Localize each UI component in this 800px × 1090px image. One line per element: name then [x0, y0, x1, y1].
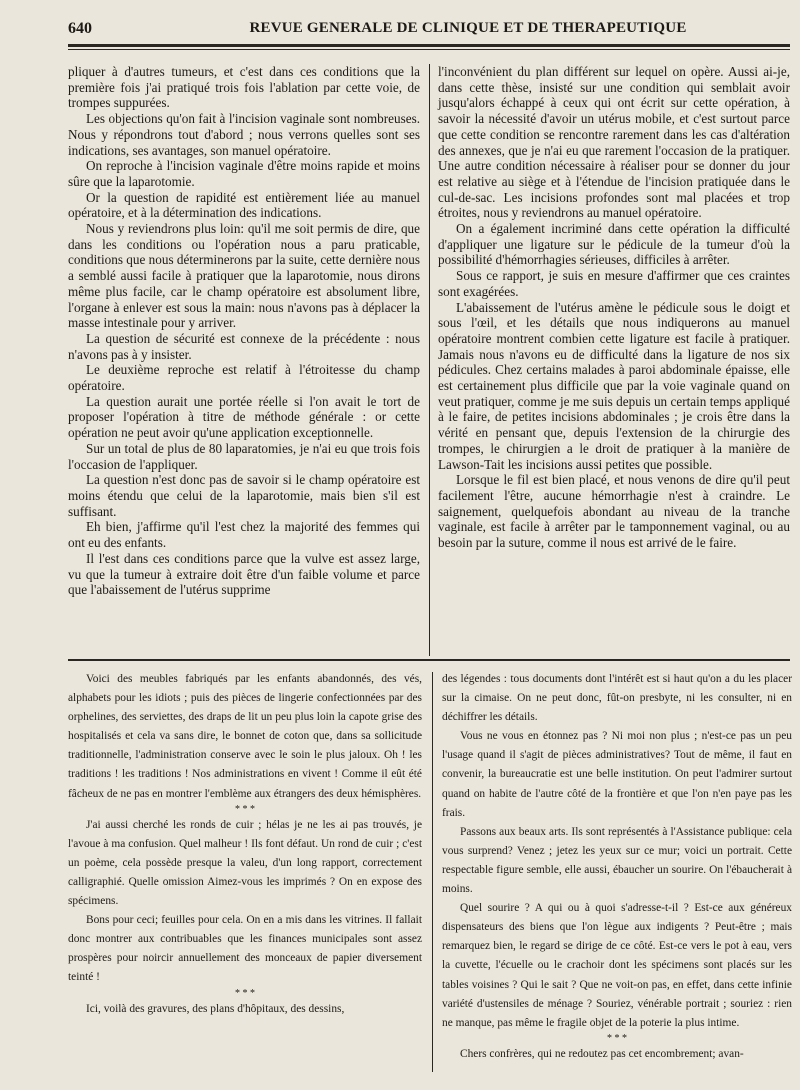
column-divider — [429, 64, 430, 656]
paragraph: Sur un total de plus de 80 laparatomies, je n'ai eu que trois fois l'occasion de l'appliquer. — [68, 440, 420, 472]
paragraph: Vous ne vous en étonnez pas ? Ni moi non plus ; n'est-ce pas un peu l'usage quand il s'agit de pièces administratives? Tout de même, il faut en convenir, la bureaucratie est une belle institution. On peut l'admirer surtout quand on habite de l'autre côté de la frontière et que l'on n'en paye pas les frais. — [442, 730, 792, 819]
column-divider — [432, 672, 433, 1072]
paragraph: Quel sourire ? A qui ou à quoi s'adresse-t-il ? Est-ce aux généreux dispensateurs des biens que l'on lègue aux indigents ? Peut-être ; mais remarquez bien, le regard se dirige de ce côté. Est-ce vers le pot à eau, vers la cuvette, l'écuelle ou le crachoir dont les spécimens sont placés sur les tables voisines ? Qui le sait ? Que ne voit-on pas, en effet, dans cette infinie variété d'ustensiles de ménage ? Souriez, vénérable portrait ; souriez : rien ne manque, pas même le fragile objet de la poterie la plus intime. — [442, 902, 792, 1029]
paragraph: Ici, voilà des gravures, des plans d'hôpitaux, des dessins, — [86, 1002, 345, 1015]
paragraph: Bons pour ceci; feuilles pour cela. On en a mis dans les vitrines. Il fallait donc montrer aux contribuables que les finances municipales sont assez prospères pour noircir annuellement des monceaux de papier diversement teinté ! — [68, 914, 422, 984]
paragraph: La question de sécurité est connexe de la précédente : nous n'avons pas à y insister. — [68, 330, 420, 362]
paragraph: Lorsque le fil est bien placé, et nous venons de dire qu'il peut facilement l'être, aucune hémorrhagie n'est à craindre. Le saignement, quelquefois abondant au niveau de la tranche vaginale, est facile à arrêter par le tamponnement vaginal, ou au besoin par la suture, comme il nous est arrivé de le faire. — [438, 472, 790, 551]
paragraph: J'ai aussi cherché les ronds de cuir ; hélas je ne les ai pas trouvés, je l'avoue à ma confusion. Quel malheur ! Ils font défaut. Un rond de cuir ; c'est un poème, cela possède presque la valeu, d'un long rapport, correctement calligraphié. Quelle omission Aimez-vous les imprimés ? On en expose des spécimens. — [68, 818, 422, 908]
paragraph: La question aurait une portée réelle si l'on avait le tort de proposer l'opération à titre de méthode générale : or cette opération ne peut avoir qu'une application exceptionnelle. — [68, 393, 420, 441]
paragraph: On a également incriminé dans cette opération la difficulté d'appliquer une ligature sur le pédicule de la tumeur d'où la possibilité d'hémorrhagies sérieuses, difficiles à arrêter. — [438, 221, 790, 268]
paragraph: L'abaissement de l'utérus amène le pédicule sous le doigt et sous l'œil, et les détails que nous indiquerons au manuel opératoire montrent combien cette ligature est facile à pratiquer. Jamais nous n'avons eu de difficulté dans la ligature de nos six pédicules. Chez certains malades à paroi abdominale épaisse, elle est certainement plus difficile que par la voie vaginale quand on veut pratiquer, comme je me suis depuis un certain temps appliqué à le faire, de petites incisions abdominales ; je crois être dans la vérité en pensant que, depuis l'extension de la chirurgie des trompes, le chirurgien a le droit de pratiquer à la manière de Lawson-Tait les incisions aussi petites que possible. — [438, 299, 790, 472]
header-rule — [68, 44, 790, 47]
paragraph: pliquer à d'autres tumeurs, et c'est dans ces conditions que la première fois j'ai pratiqué trois fois l'ablation par cette voie, de trompes suppurées. — [68, 64, 420, 111]
header-rule-thin — [68, 49, 790, 50]
paragraph: des légendes : tous documents dont l'intérêt est si haut qu'on a du les placer sur la cimaise. On ne peut donc, fût-on presbyte, ni les consulter, ni en déchiffrer les détails. — [442, 673, 792, 724]
paragraph: Il l'est dans ces conditions parce que la vulve est assez large, vu que la tumeur à extraire doit être d'un faible volume et parce que l'abaissement de l'utérus supprime — [68, 550, 420, 598]
paragraph: Passons aux beaux arts. Ils sont représentés à l'Assistance publique: cela vous surprend? Venez ; jetez les yeux sur ce mur; voici un portrait. Cette respectable figure semble, elle aussi, ébaucher un sourire. On l'ébaucherait à moins. — [442, 825, 792, 896]
section-stars: * * * — [235, 987, 255, 999]
section-stars: * * * — [607, 1032, 627, 1044]
paragraph: Nous y reviendrons plus loin: qu'il me soit permis de dire, que dans les conditions ou l'opération nous a paru praticable, conditions que nous déterminerons par la suite, cette dernière nous a semblé aussi facile à pratiquer que la laparotomie, nous dirons même plus facile, car le champ opératoire est absolument libre, l'organe à enlever est sous la main: nous n'avons pas à déplacer la masse intestinale pour y arriver. — [68, 221, 420, 331]
page-header — [68, 18, 790, 46]
running-title: REVUE GENERALE DE CLINIQUE ET DE THERAPEUTIQUE — [249, 20, 687, 36]
page-number: 640 — [68, 20, 92, 37]
feuilleton-column-right — [442, 670, 792, 1064]
section-divider — [68, 659, 790, 661]
paragraph: l'inconvénient du plan différent sur lequel on opère. Aussi ai-je, dans cette thèse, insisté sur une condition qui semblait avoir jusqu'alors échappé à ceux qui ont écrit sur cette opération, à savoir la nécessité d'avoir un utérus mobile, et c'est surtout parce que cette condition se rencontre rarement dans les cas d'altération des annexes, que je n'ai eu que rarement l'occasion de la pratiquer. Une autre condition nécessaire à réaliser pour se donner du jour est relative au siège et à l'étendue de l'incision pratiquée dans le cul-de-sac. Les incisions profondes sont mal placées et trop étroites, nous y reviendrons au manuel opératoire. — [438, 64, 790, 221]
article-column-right — [438, 64, 790, 551]
feuilleton-column-left — [68, 670, 422, 1019]
paragraph: On reproche à l'incision vaginale d'être moins rapide et moins sûre que la laparotomie. — [68, 158, 420, 189]
section-stars: * * * — [235, 803, 255, 815]
paragraph: Voici des meubles fabriqués par les enfants abandonnés, des vés, alphabets pour les idiots ; puis des pièces de lingerie confectionnées par des orphelines, des serviettes, des draps de lit un peu plus loin la capote grise des hospitalisés et cela va sans dire, le bonnet de coton que, dans sa sollicitude traditionnelle, l'administration conserve avec le soin le plus jaloux. Oh ! les traditions ! les traditions ! Nos administrations en vivent ! Comme il eût été fâcheux de ne pas en montrer l'emblème aux étrangers des deux hémisphères. — [68, 673, 422, 800]
paragraph: Or la question de rapidité est entièrement liée au manuel opératoire, et à la détermination des indications. — [68, 189, 420, 221]
paragraph: La question n'est donc pas de savoir si le champ opératoire est moins étendu que celui de la laparotomie, mais bien s'il est suffisant. — [68, 472, 420, 519]
article-column-left — [68, 64, 420, 598]
paragraph: Les objections qu'on fait à l'incision vaginale sont nombreuses. Nous y répondrons tout d'abord ; nous verrons quelles sont ses indications, ses avantages, son manuel opératoire. — [68, 111, 420, 158]
paragraph: Le deuxième reproche est relatif à l'étroitesse du champ opératoire. — [68, 362, 420, 394]
paragraph: Sous ce rapport, je suis en mesure d'affirmer que ces craintes sont exagérées. — [438, 268, 790, 299]
paragraph: Chers confrères, qui ne redoutez pas cet encombrement; avan- — [460, 1047, 744, 1060]
paragraph: Eh bien, j'affirme qu'il l'est chez la majorité des femmes qui ont eu des enfants. — [68, 519, 420, 551]
